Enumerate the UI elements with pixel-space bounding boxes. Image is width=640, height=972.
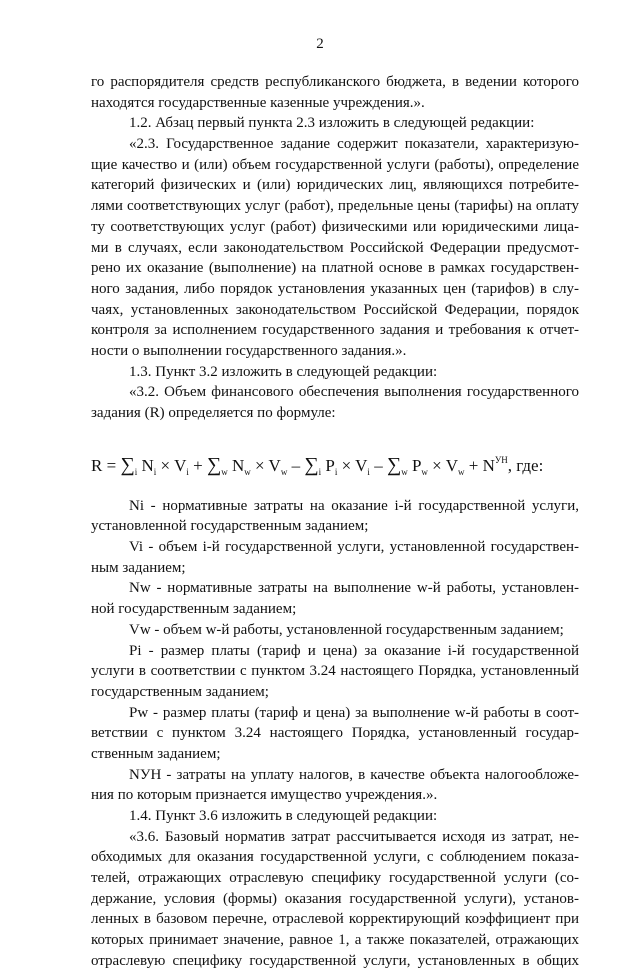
text-line: контроля за исполнением государственного задания и требования к отчет-	[91, 322, 579, 339]
text-line: «2.3. Государственное задание содержит показатели, характеризую-	[129, 136, 579, 153]
text-line: NУН - затраты на уплату налогов, в качестве объекта налогообложе-	[129, 766, 579, 783]
formula-eq: =	[106, 455, 117, 475]
formula	[91, 424, 579, 496]
text-line: рено их оказание (выполнение) на платной основе в рамках государствен-	[91, 260, 579, 277]
text-line: государственным заданием;	[91, 683, 269, 700]
sub-index-10: w	[401, 466, 408, 477]
sub-index-2: i	[153, 466, 157, 477]
text-line: которых принимает значение, равное 1, а также показателей, отражающих	[91, 932, 579, 949]
text-block-bottom	[91, 496, 579, 972]
symbol-v-2: V	[268, 455, 281, 475]
text-line: лями соответствующих услуг (работ), предельные цены (тарифы) на оплату	[91, 198, 579, 215]
plus-2: +	[468, 455, 479, 475]
text-line: задания (R) определяется по формуле:	[91, 405, 336, 421]
text-line: установленной государственным заданием;	[91, 518, 369, 535]
text-line: ми в случаях, если законодательством Российской Федерации предусмот-	[91, 239, 579, 256]
text-line: отраслевую специфику государственной услуги, установленных в общих	[91, 952, 579, 969]
symbol-nuh: N	[482, 455, 495, 475]
times-1: ×	[160, 455, 171, 475]
sub-index-5: w	[244, 466, 251, 477]
text-line: Nw - нормативные затраты на выполнение w-й работы, установлен-	[129, 580, 579, 597]
text-line: Vw - объем w-й работы, установленной государственным заданием;	[129, 621, 564, 638]
sub-index-3: i	[186, 466, 189, 477]
times-2: ×	[255, 455, 265, 475]
text-line: услуги в соответствии с пунктом 3.24 настоящего Порядка, установленный	[91, 663, 579, 680]
text-line: ным заданием;	[91, 559, 186, 576]
text-line: го распорядителя средств республиканского бюджета, в ведении которого	[91, 74, 579, 90]
text-line: 1.2. Абзац первый пункта 2.3 изложить в следующей редакции:	[129, 115, 535, 132]
sum-sign-1: ∑	[120, 453, 135, 476]
text-line: Pw - размер платы (тариф и цена) за выполнение w-й работы в соот-	[129, 704, 579, 721]
text-line: Pi - размер платы (тариф и цена) за оказание i-й государственной	[129, 642, 579, 659]
text-line: ния по которым признается имущество учреждения.».	[91, 787, 438, 804]
sub-index-11: w	[421, 466, 428, 477]
sum-sign-2: ∑	[206, 453, 222, 476]
text-line: ту соответствующих услуг (работ) физическими или юридическими лица-	[91, 218, 579, 235]
text-line: «3.2. Объем финансового обеспечения выполнения государственного	[129, 384, 579, 401]
symbol-n-1: N	[141, 455, 154, 475]
page-number: 2	[316, 36, 324, 52]
symbol-n-2: N	[231, 455, 245, 475]
formula-tail: , где:	[507, 455, 544, 475]
text-line: ленных в базовом перечне, отраслевой корректирующий коэффициент при	[91, 911, 579, 928]
plus-1: +	[193, 455, 203, 475]
text-line: обходимых для оказания государственной услуги, с соблюдением показа-	[91, 849, 579, 866]
sum-sign-3: ∑	[304, 453, 319, 476]
text-line: телей, отражающих отраслевую специфику государственной услуги (со-	[91, 870, 579, 887]
text-block-top	[91, 72, 579, 424]
text-line: 1.4. Пункт 3.6 изложить в следующей редакции:	[129, 808, 438, 824]
sub-index-7: i	[318, 466, 322, 477]
sum-sign-4: ∑	[386, 453, 402, 476]
text-line: «3.6. Базовый норматив затрат рассчитывается исходя из затрат, не-	[129, 828, 579, 845]
text-line: ности о выполнении государственного задания.».	[91, 342, 407, 359]
sub-index-1: i	[134, 466, 138, 477]
sub-index-4: w	[221, 466, 228, 477]
text-line: категорий физических и (или) юридических лиц, являющихся потребите-	[91, 177, 579, 194]
text-line: 1.3. Пункт 3.2 изложить в следующей редакции:	[129, 363, 438, 380]
text-line: Vi - объем i-й государственной услуги, установленной государствен-	[129, 539, 579, 556]
symbol-p-1: P	[325, 455, 335, 475]
minus-1: –	[291, 455, 301, 475]
times-3: ×	[341, 455, 352, 475]
text-line: находятся государственные казенные учреждения.».	[91, 94, 425, 111]
text-line: Ni - нормативные затраты на оказание i-й государственной услуги,	[129, 497, 579, 514]
text-line: щие качество и (или) объем государственной услуги (работы), определение	[91, 156, 579, 173]
sub-index-9: i	[367, 466, 370, 477]
text-line: ственным заданием;	[91, 745, 221, 762]
text-line: ветствии с пунктом 3.24 настоящего Порядка, установленный государ-	[91, 725, 579, 742]
text-line: чаях, установленных законодательством Российской Федерации, порядок	[91, 301, 579, 318]
symbol-v-4: V	[445, 455, 458, 475]
text-line: держание, условия (формы) оказания государственной услуги), установ-	[91, 890, 579, 907]
text-line: ной государственным заданием;	[91, 601, 297, 618]
sub-index-8: i	[334, 466, 338, 477]
text-line: ного задания, либо порядок установления указанных цен (тарифов) в слу-	[91, 280, 579, 297]
symbol-v-3: V	[355, 455, 368, 475]
sub-index-12: w	[458, 466, 465, 477]
times-4: ×	[432, 455, 442, 475]
symbol-p-2: P	[411, 455, 422, 475]
minus-2: –	[374, 455, 383, 475]
sub-index-6: w	[280, 466, 288, 477]
sup-uh: УН	[494, 454, 508, 465]
document-body	[91, 72, 579, 972]
symbol-v-1: V	[174, 455, 187, 475]
formula-r: R	[91, 455, 103, 475]
